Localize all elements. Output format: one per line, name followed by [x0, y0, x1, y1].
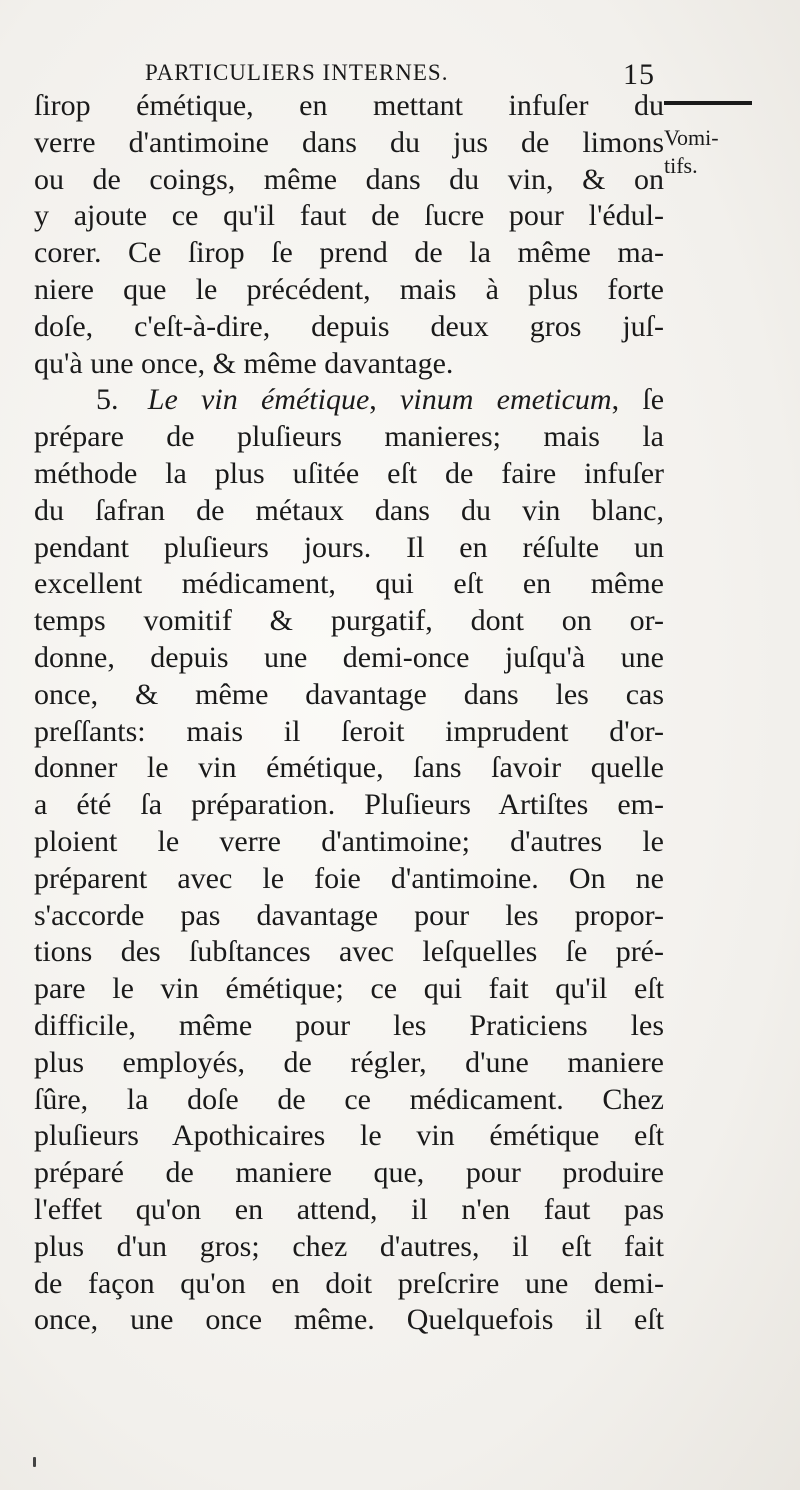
- section-comma: ,: [369, 383, 377, 417]
- text-line: plus d'un gros; chez d'autres, il eſt fait: [34, 1229, 664, 1263]
- section-number: 5.: [96, 383, 119, 417]
- text-line: de façon qu'on en doit preſcrire une demi-: [34, 1266, 664, 1300]
- text-line: ou de coings, même dans du vin, & on: [34, 162, 664, 196]
- text-line: once, & même davantage dans les cas: [34, 677, 664, 711]
- text-line: l'effet qu'on en attend, il n'en faut pas: [34, 1192, 664, 1226]
- text-line: préparé de maniere que, pour produire: [34, 1156, 664, 1190]
- margin-note-line: tifs.: [664, 153, 698, 178]
- text-line: pluſieurs Apothicaires le vin émétique eſt: [34, 1119, 664, 1153]
- section-title-latin: vinum emeticum: [400, 383, 612, 417]
- text-line: prépare de pluſieurs manieres; mais la: [34, 420, 664, 454]
- text-line: pendant pluſieurs jours. Il en réſulte un: [34, 530, 664, 564]
- text-line: corer. Ce ſirop ſe prend de la même ma-: [34, 236, 664, 270]
- text-line: s'accorde pas davantage pour les propor-: [34, 898, 664, 932]
- text-line: ploient le verre d'antimoine; d'autres le: [34, 824, 664, 858]
- ink-speck: [33, 1457, 36, 1467]
- text-line: préparent avec le foie d'antimoine. On ne: [34, 861, 664, 895]
- section-heading-line: [34, 382, 664, 419]
- text-line: niere que le précédent, mais à plus forte: [34, 272, 664, 306]
- margin-note-line: Vomi-: [664, 125, 719, 150]
- text-line: a été ſa préparation. Pluſieurs Artiſtes em-: [34, 788, 664, 822]
- text-line: temps vomitif & purgatif, dont on or-: [34, 604, 664, 638]
- text-line: once, une once même. Quelquefois il eſt: [34, 1303, 664, 1337]
- margin-note: [664, 124, 764, 180]
- section-title-french: Le vin émétique: [147, 383, 370, 417]
- text-line: donner le vin émétique, ſans ſavoir quelle: [34, 751, 664, 785]
- text-line: plus employés, de régler, d'une maniere: [34, 1045, 664, 1079]
- text-line: donne, depuis une demi-once juſqu'à une: [34, 640, 664, 674]
- text-line: preſſants: mais il ſeroit imprudent d'or-: [34, 714, 664, 748]
- text-line: excellent médicament, qui eſt en même: [34, 567, 664, 601]
- text-line: ſirop émétique, en mettant infuſer du: [34, 89, 664, 122]
- margin-rule: [664, 101, 752, 105]
- text-line: difficile, même pour les Praticiens les: [34, 1008, 664, 1042]
- text-line: qu'à une once, & même davantage.: [34, 346, 454, 380]
- text-line: y ajoute ce qu'il faut de ſucre pour l'édul-: [34, 199, 664, 233]
- running-title: PARTICULIERS INTERNES.: [145, 60, 449, 85]
- body-text: [34, 88, 664, 1339]
- text-line: pare le vin émétique; ce qui fait qu'il eſt: [34, 972, 664, 1006]
- section-line-end: , ſe: [611, 383, 665, 417]
- text-line: méthode la plus uſitée eſt de faire infuſer: [34, 456, 664, 490]
- text-line: doſe, c'eſt-à-dire, depuis deux gros juſ-: [34, 309, 664, 343]
- page-number: 15: [623, 58, 655, 91]
- text-line: tions des ſubſtances avec leſquelles ſe pré-: [34, 935, 664, 969]
- text-line: du ſafran de métaux dans du vin blanc,: [34, 493, 664, 527]
- text-line: verre d'antimoine dans du jus de limons: [34, 125, 664, 159]
- text-line: ſûre, la doſe de ce médicament. Chez: [34, 1082, 664, 1116]
